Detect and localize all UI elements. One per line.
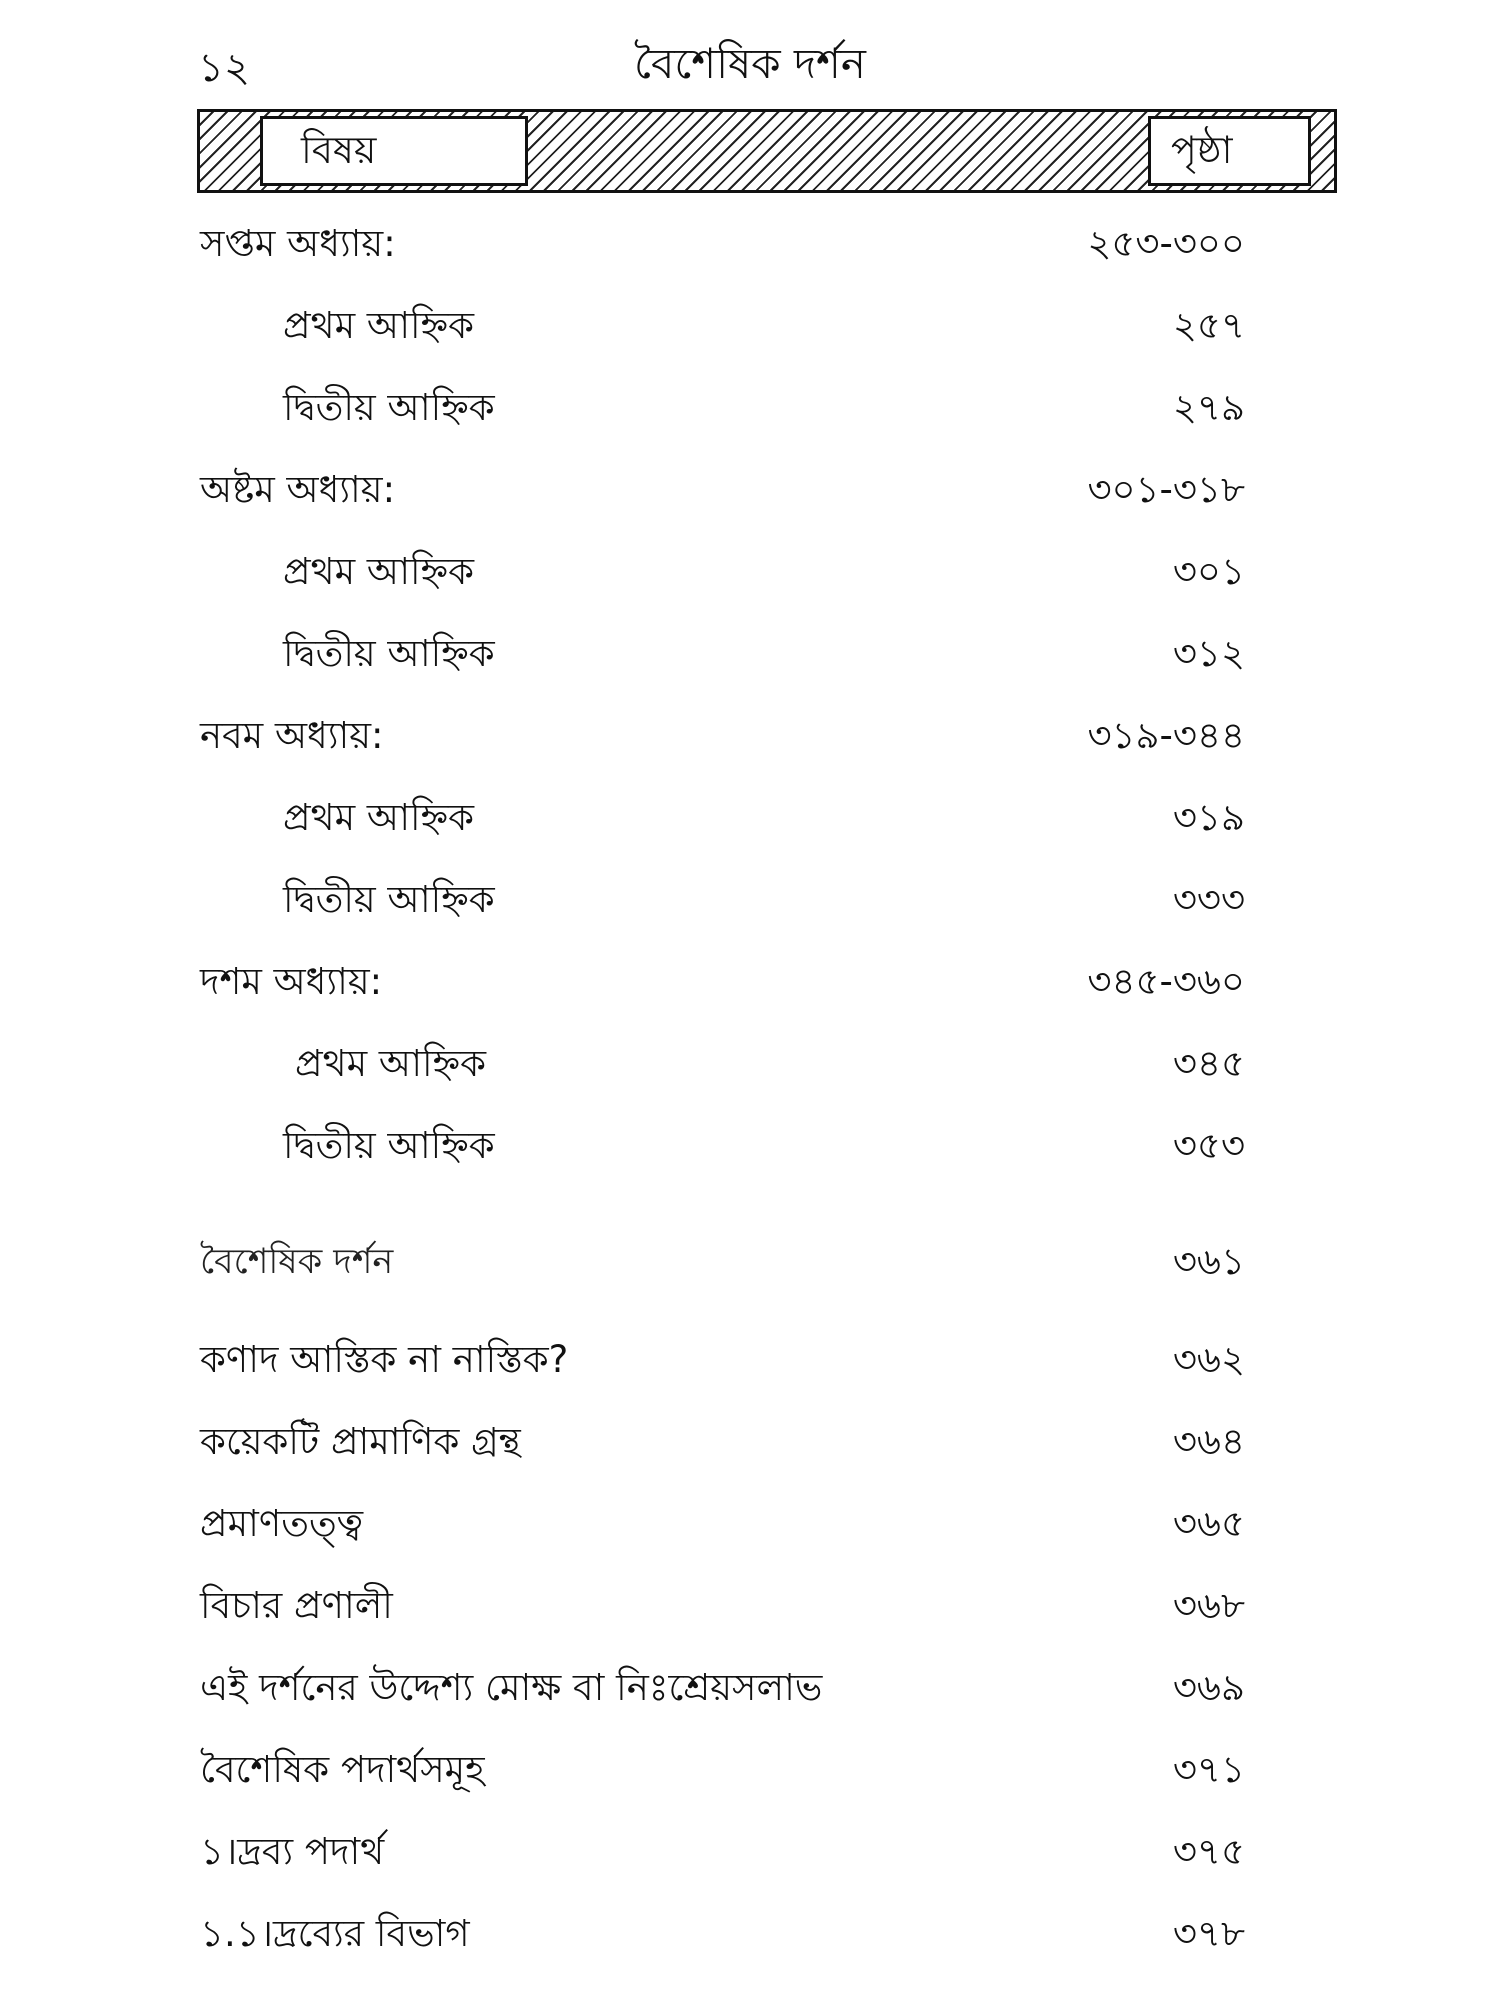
toc-page: ২৫৩-৩০০	[1087, 222, 1245, 265]
toc-row	[0, 870, 1500, 930]
toc-title: কয়েকটি প্রামাণিক গ্রন্থ	[200, 1420, 521, 1463]
toc-title: প্রথম আহ্নিক	[283, 796, 475, 839]
toc-page: ৩৬৯	[1172, 1666, 1245, 1709]
toc-title: বিচার প্রণালী	[200, 1584, 393, 1627]
toc-row	[0, 1232, 1500, 1292]
toc-row	[0, 1330, 1500, 1390]
toc-page: ২৫৭	[1172, 304, 1245, 347]
toc-row	[0, 706, 1500, 766]
toc-row	[0, 542, 1500, 602]
toc-row	[0, 952, 1500, 1012]
toc-title: দশম অধ্যায়:	[200, 960, 383, 1003]
toc-page: ৩০১	[1172, 550, 1245, 593]
toc-page: ২৭৯	[1172, 386, 1245, 429]
toc-row	[0, 1904, 1500, 1964]
toc-title: প্রথম আহ্নিক	[283, 304, 475, 347]
toc-title: দ্বিতীয় আহ্নিক	[283, 1124, 495, 1167]
toc-title: ১.১।দ্রব্যের বিভাগ	[200, 1912, 470, 1955]
page-column-label: পৃষ্ঠা	[1148, 116, 1311, 186]
toc-title: সপ্তম অধ্যায়:	[200, 222, 396, 265]
running-title: বৈশেষিক দর্শন	[634, 39, 866, 88]
toc-title: বৈশেষিক দর্শন	[200, 1242, 394, 1282]
toc-page: ৩৬৫	[1172, 1502, 1245, 1545]
toc-title: দ্বিতীয় আহ্নিক	[283, 386, 495, 429]
toc-row	[0, 1576, 1500, 1636]
toc-title: দ্বিতীয় আহ্নিক	[283, 632, 495, 675]
toc-title: প্রথম আহ্নিক	[283, 550, 475, 593]
page-number: ১২	[198, 45, 250, 91]
toc-page: ৩৪৫-৩৬০	[1087, 960, 1245, 1003]
toc-page: ৩৬২	[1172, 1338, 1245, 1381]
toc-page: ৩০১-৩১৮	[1087, 468, 1245, 511]
toc-row	[0, 1740, 1500, 1800]
toc-row	[0, 624, 1500, 684]
toc-title: নবম অধ্যায়:	[200, 714, 384, 757]
toc-page: ৩১২	[1172, 632, 1245, 675]
toc-row	[0, 1494, 1500, 1554]
toc-page: ৩৭৫	[1172, 1830, 1245, 1873]
toc-page: ৩৭৮	[1172, 1912, 1245, 1955]
toc-page: ৩৭১	[1172, 1748, 1245, 1791]
toc-title: এই দর্শনের উদ্দেশ্য মোক্ষ বা নিঃশ্রেয়সলাভ	[200, 1666, 823, 1709]
toc-title: বৈশেষিক পদার্থসমূহ	[200, 1748, 485, 1791]
toc-page: ৩৫৩	[1172, 1124, 1245, 1167]
toc-page: ৩৬১	[1172, 1240, 1245, 1283]
toc-row	[0, 1822, 1500, 1882]
toc-row	[0, 296, 1500, 356]
toc-title: দ্বিতীয় আহ্নিক	[283, 878, 495, 921]
toc-title: প্রথম আহ্নিক	[295, 1042, 487, 1085]
toc-page: ৩১৯	[1172, 796, 1245, 839]
toc-title: প্রমাণতত্ত্ব	[200, 1502, 364, 1545]
toc-row	[0, 1116, 1500, 1176]
toc-row	[0, 788, 1500, 848]
toc-row	[0, 460, 1500, 520]
toc-row	[0, 214, 1500, 274]
toc-title: কণাদ আস্তিক না নাস্তিক?	[200, 1338, 569, 1381]
toc-page: ৩৩৩	[1172, 878, 1245, 921]
toc-page: ৩৬৮	[1172, 1584, 1245, 1627]
toc-row	[0, 1034, 1500, 1094]
subject-column-label: বিষয়	[260, 116, 528, 186]
toc-row	[0, 1412, 1500, 1472]
toc-page: ৩৬৪	[1172, 1420, 1245, 1463]
toc-title: ১।দ্রব্য পদার্থ	[200, 1830, 385, 1873]
toc-row	[0, 1658, 1500, 1718]
toc-title: অষ্টম অধ্যায়:	[200, 468, 396, 511]
toc-page: ৩১৯-৩৪৪	[1087, 714, 1245, 757]
toc-page: ৩৪৫	[1172, 1042, 1245, 1085]
toc-row	[0, 378, 1500, 438]
